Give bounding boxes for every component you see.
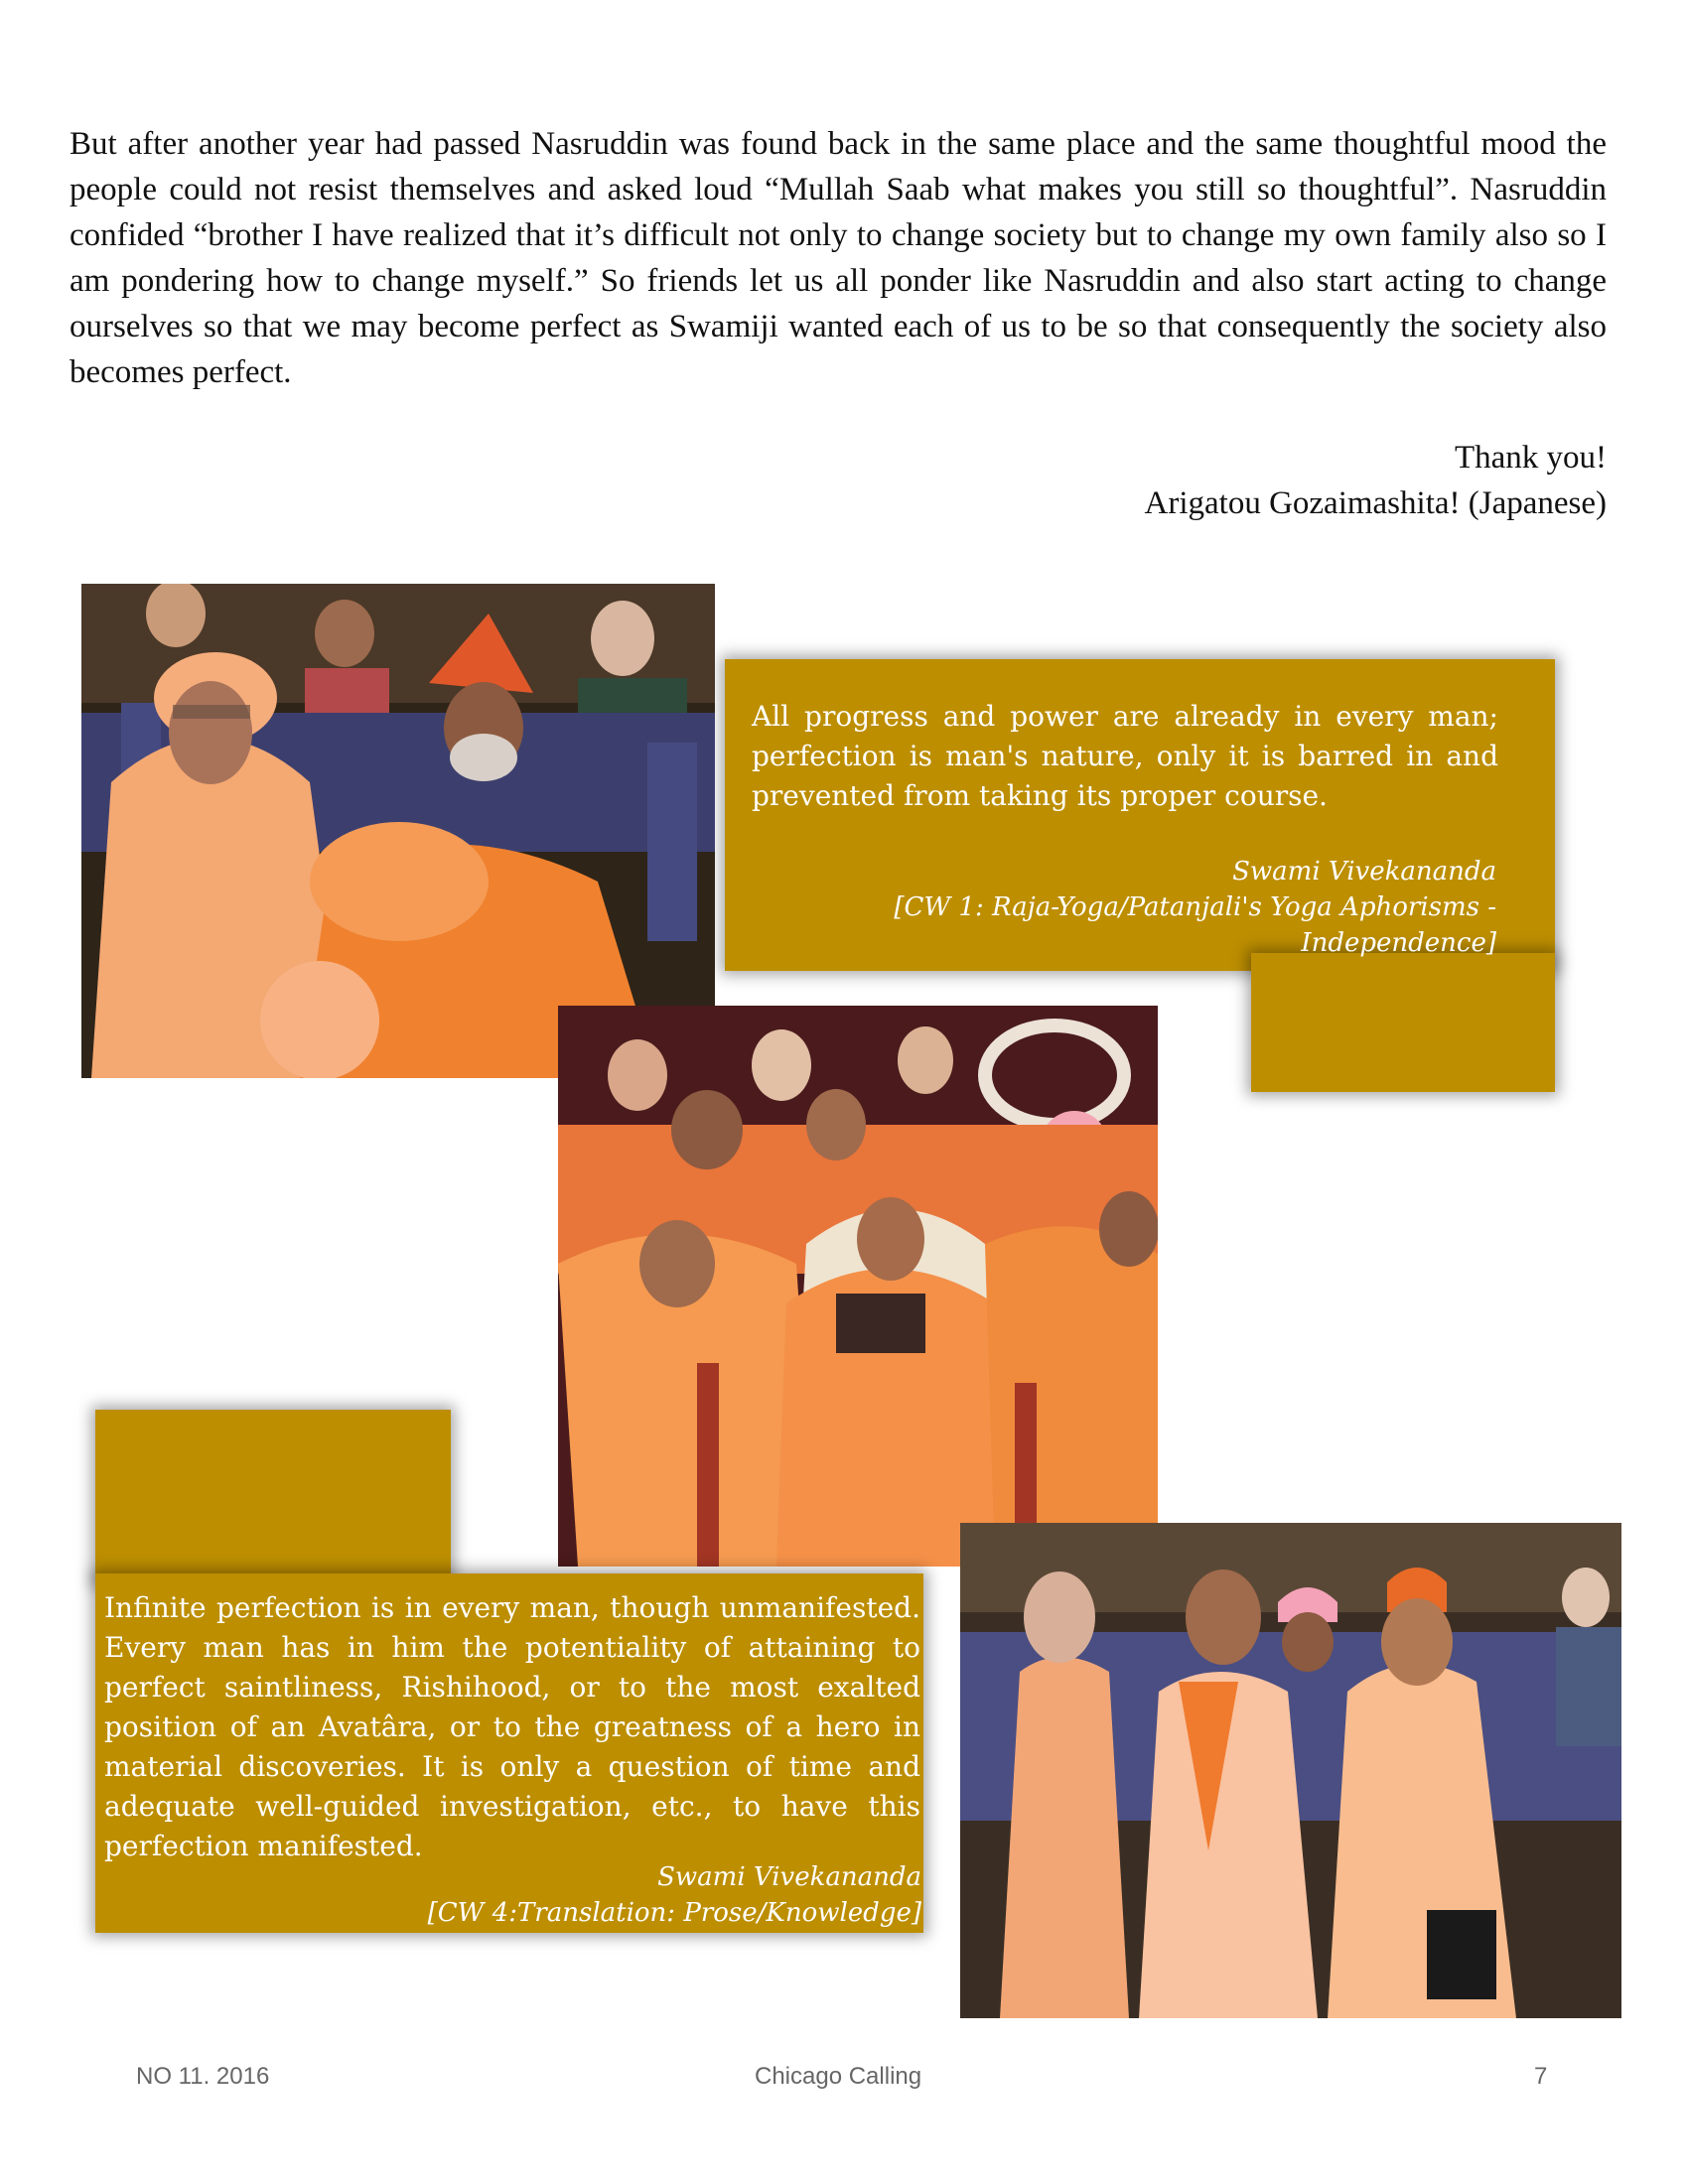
footer-publication: Chicago Calling (755, 2063, 922, 2090)
quote-1-author: Swami Vivekananda (1232, 857, 1496, 887)
footer-page-number: 7 (1534, 2063, 1548, 2090)
photo-seated-monks-image (960, 1523, 1621, 2018)
photo-audience-monks (81, 584, 715, 1078)
signoff (1145, 435, 1607, 526)
quote-2-author: Swami Vivekananda (657, 1862, 921, 1892)
quote-2-source: [CW 4:Translation: Prose/Knowledge] (427, 1898, 921, 1928)
photo-stage-monks-image (558, 1006, 1158, 1567)
quote-box-1-tab (1251, 953, 1555, 1092)
quote-1-attribution (894, 854, 1496, 961)
photo-audience-monks-image (81, 584, 715, 1078)
quote-box-2-tab (95, 1410, 451, 1583)
quote-1-source-line2: Independence] (1301, 928, 1496, 958)
photo-stage-monks (558, 1006, 1158, 1567)
quote-1-text: All progress and power are already in every man; perfection is man's nature, only it is barred in and prevented from taking its proper course. (752, 700, 1498, 812)
japanese-thanks-text: Arigatou Gozaimashita! (Japanese) (1144, 485, 1607, 521)
quote-2-text: Infinite perfection is in every man, though unmanifested. Every man has in him the potentiality of attaining to perfect saintliness, Rishihood, or to the most exalted position of an Avatâra, or to the greatness of a hero in material discoveries. It is only a question of time and adequate well-guided investigation, etc., to have this perfection manifested. (104, 1591, 920, 1862)
photo-seated-monks (960, 1523, 1621, 2018)
footer-issue: NO 11. 2016 (136, 2063, 270, 2090)
thank-you-text: Thank you! (1454, 440, 1607, 476)
quote-1-source-line1: [CW 1: Raja-Yoga/Patanjali's Yoga Aphorisms - (894, 892, 1496, 922)
body-paragraph: But after another year had passed Nasruddin was found back in the same place and the same thoughtful mood the people could not resist themselves and asked loud “Mullah Saab what makes you still so thoughtful”. Nasruddin confided “brother I have realized that it’s difficult not only to change society but to change my own family also so I am pondering how to change myself.” So friends let us all ponder like Nasruddin and also start acting to change ourselves so that we may become perfect as Swamiji wanted each of us to be so that consequently the society also becomes perfect. (70, 126, 1607, 390)
quote-2-attribution (428, 1859, 921, 1931)
